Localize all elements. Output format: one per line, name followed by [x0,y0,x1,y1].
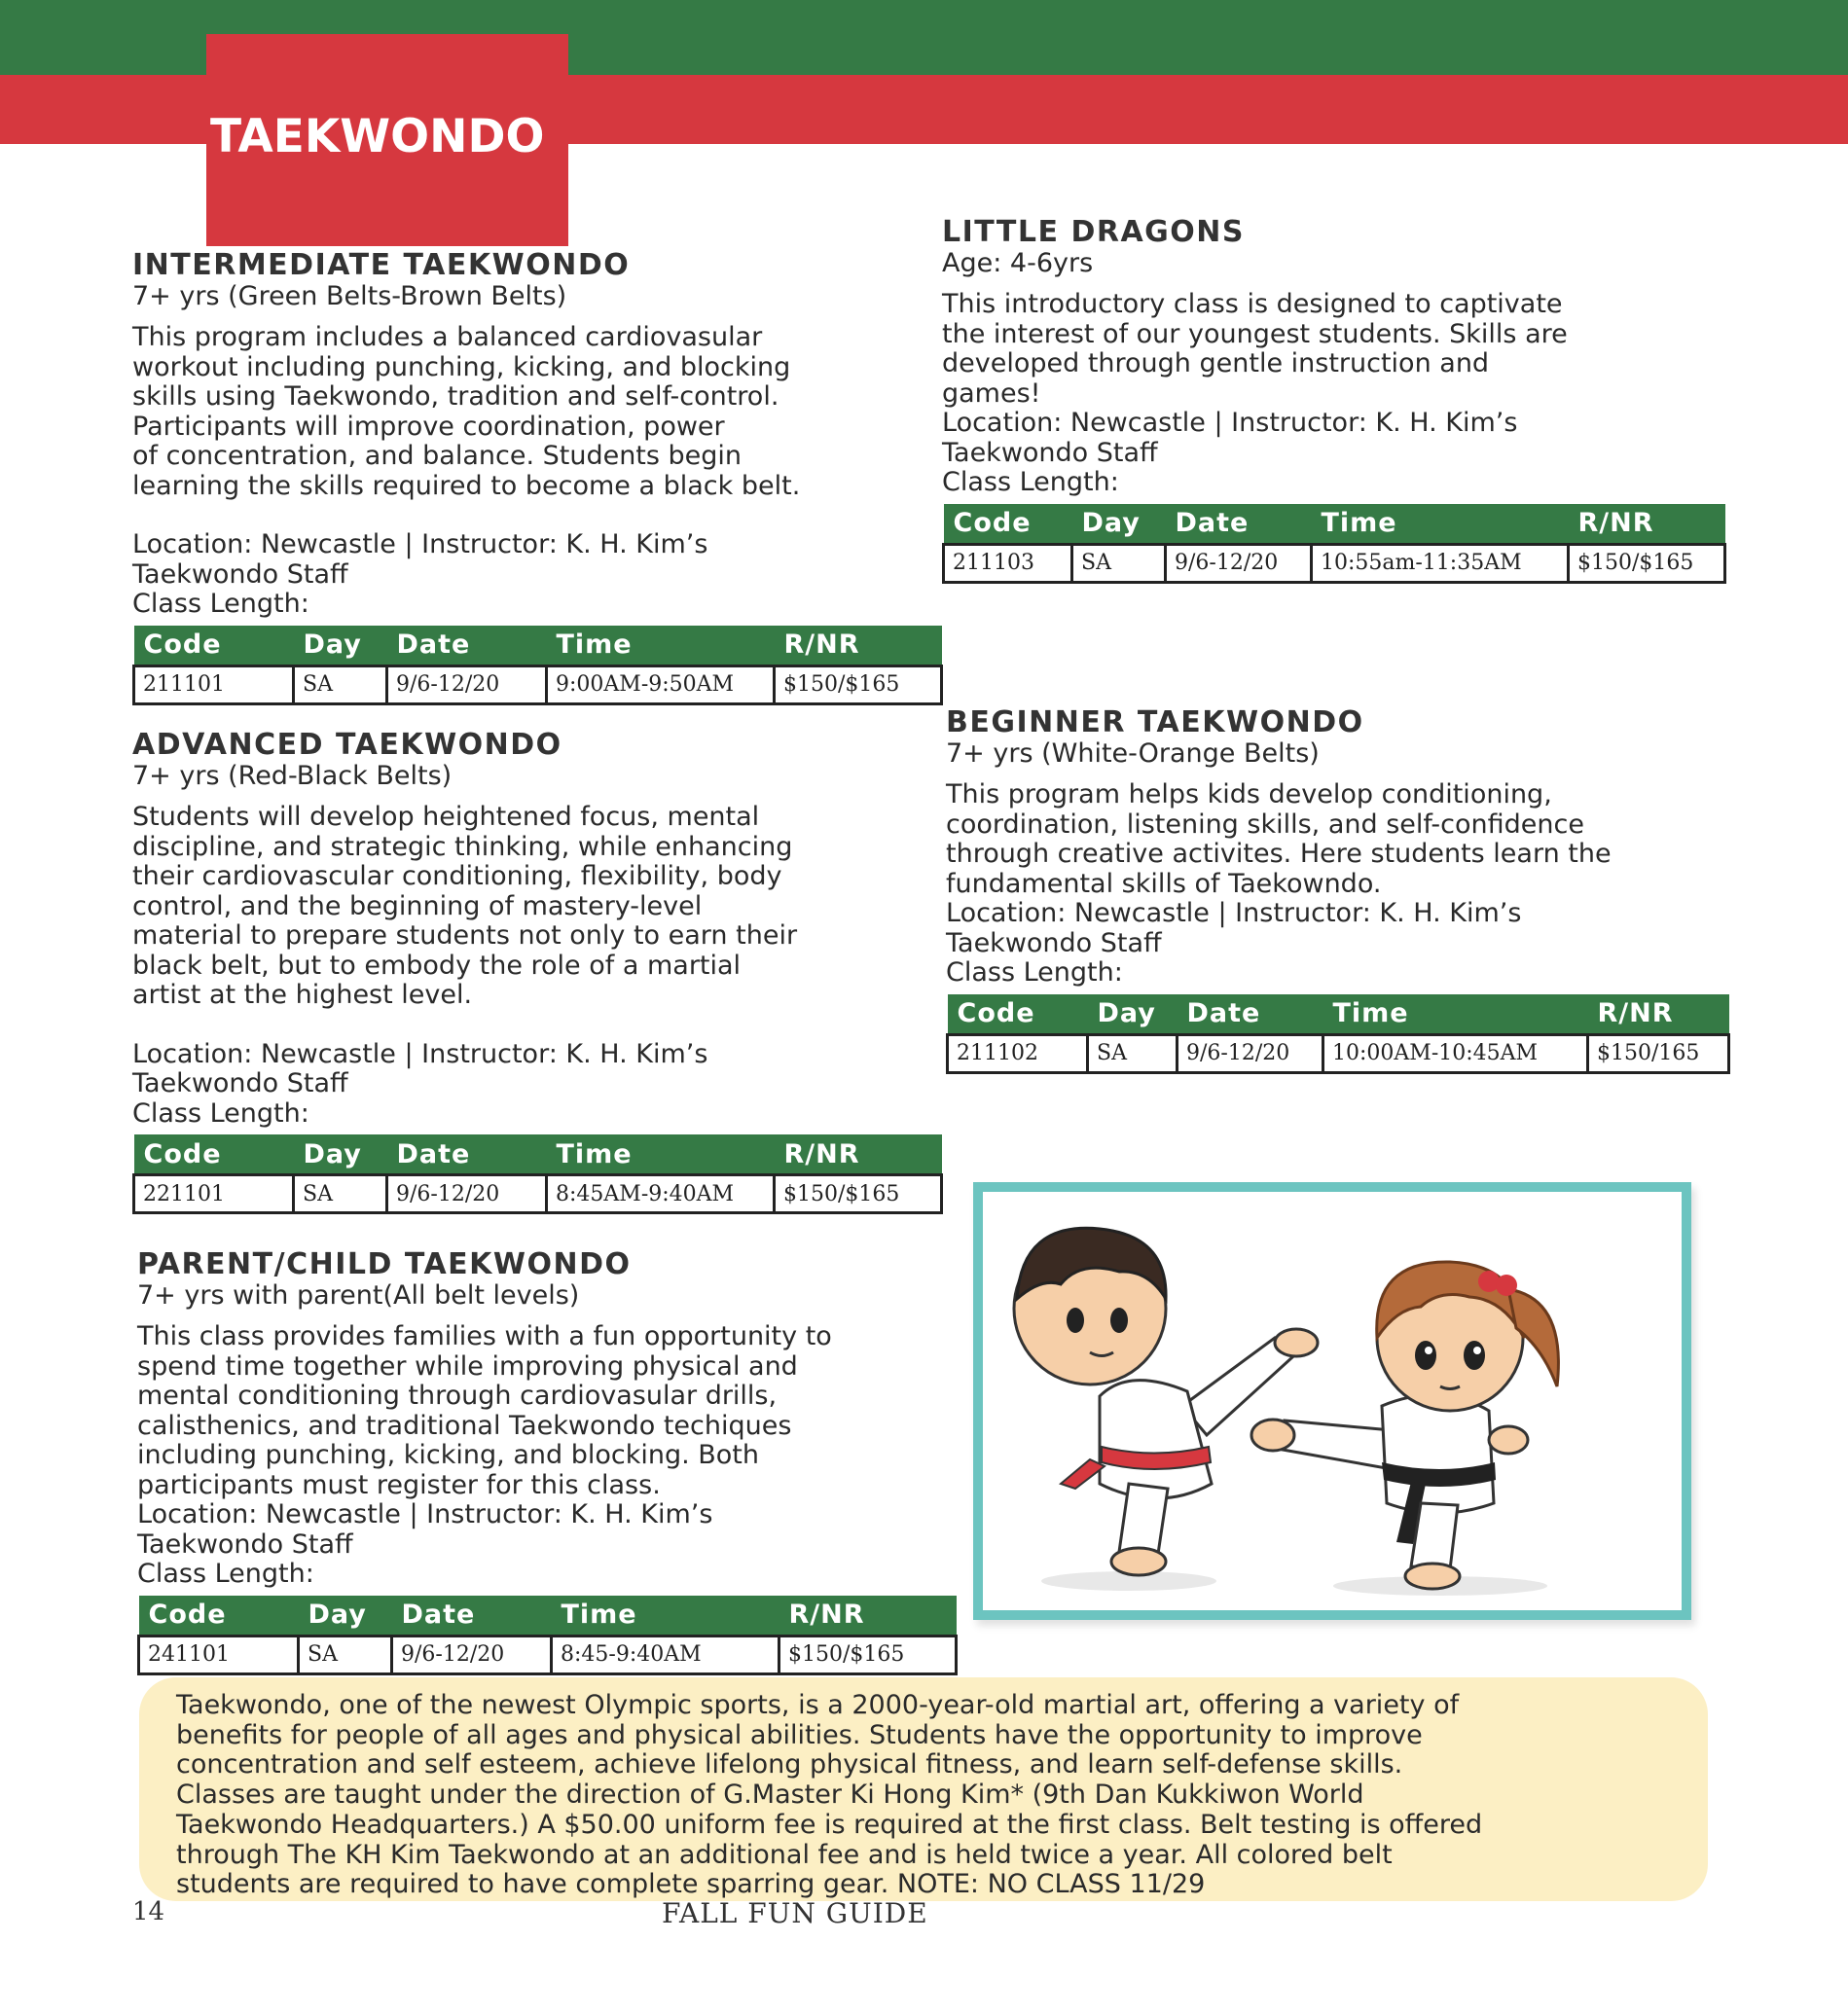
cell-day: SA [294,1175,387,1213]
table-row [139,1636,957,1673]
cell-code: 211102 [948,1034,1088,1072]
header-code: Code [134,626,294,666]
cell-rnr: $150/165 [1588,1034,1729,1072]
section-title: BEGINNER TAEKWONDO [946,705,1364,739]
section-location: Location: Newcastle | Instructor: K. H. Kim’s Taekwondo Staff [132,529,708,590]
cell-date: 9/6-12/20 [1166,544,1312,582]
schedule-table [137,1596,958,1675]
section-age: 7+ yrs (White-Orange Belts) [946,738,1320,769]
header-time: Time [552,1596,779,1636]
section-age: 7+ yrs (Green Belts-Brown Belts) [132,281,567,311]
cell-rnr: $150/$165 [775,1175,942,1213]
header-time: Time [1323,994,1588,1035]
section-class-length: Class Length: [137,1559,314,1589]
header-day: Day [1072,504,1166,545]
page-title: TAEKWONDO [210,110,545,163]
section-little-dragons [942,216,1721,584]
cell-day: SA [1088,1034,1178,1072]
header-rnr: R/NR [1588,994,1729,1035]
section-age: Age: 4-6yrs [942,248,1094,278]
cell-day: SA [294,665,387,703]
header-rnr: R/NR [775,626,942,666]
title-box [206,34,568,246]
schedule-table [942,504,1726,584]
cell-date: 9/6-12/20 [392,1636,552,1673]
header-time: Time [1312,504,1569,545]
cell-day: SA [1072,544,1166,582]
section-description: This program includes a balanced cardiovasular workout including punching, kicking, and blocking skills using Taekwondo, tradition and self-control. Participants will improve coordination, power of concentration, and balance. Students begin learning the skills required to become a black belt. [132,322,801,501]
header-rnr: R/NR [1569,504,1725,545]
table-row [944,544,1725,582]
header-date: Date [387,626,547,666]
schedule-table [946,994,1730,1074]
illustration-frame [973,1182,1691,1620]
section-description: This class provides families with a fun opportunity to spend time together while improving physical and mental conditioning through cardiovasular drills, calisthenics, and traditional Taekwondo techiques including punching, kicking, and blocking. Both participants must register for this class. [137,1321,832,1500]
header-date: Date [387,1134,547,1175]
header-code: Code [948,994,1088,1035]
header-day: Day [1088,994,1178,1035]
header-day: Day [294,1134,387,1175]
section-intermediate [132,249,930,705]
cell-rnr: $150/$165 [1569,544,1725,582]
cell-time: 10:00AM-10:45AM [1323,1034,1588,1072]
header-date: Date [1166,504,1312,545]
header-time: Time [547,1134,775,1175]
cell-time: 8:45AM-9:40AM [547,1175,775,1213]
section-location: Location: Newcastle | Instructor: K. H. Kim’s Taekwondo Staff [942,408,1518,468]
section-class-length: Class Length: [946,957,1123,988]
cell-time: 9:00AM-9:50AM [547,665,775,703]
section-location: Location: Newcastle | Instructor: K. H. Kim’s Taekwondo Staff [132,1038,708,1098]
header-rnr: R/NR [779,1596,957,1636]
header-code: Code [134,1134,294,1175]
schedule-table [132,1134,943,1214]
cell-date: 9/6-12/20 [387,1175,547,1213]
cell-day: SA [299,1636,392,1673]
section-location: Location: Newcastle | Instructor: K. H. Kim’s Taekwondo Staff [946,898,1522,958]
header-code: Code [944,504,1072,545]
header-date: Date [392,1596,552,1636]
section-class-length: Class Length: [132,589,309,619]
header-time: Time [547,626,775,666]
table-row [134,1175,942,1213]
cell-code: 211103 [944,544,1072,582]
cell-rnr: $150/$165 [775,665,942,703]
table-row [948,1034,1729,1072]
section-description: This program helps kids develop conditioning, coordination, listening skills, and self-confidence through creative activites. Here students learn the fundamental skills of Taekowndo. [946,779,1612,899]
section-class-length: Class Length: [132,1097,309,1129]
section-title: LITTLE DRAGONS [942,215,1246,249]
table-row [134,665,942,703]
cell-code: 241101 [139,1636,299,1673]
page-number: 14 [132,1897,165,1926]
cell-rnr: $150/$165 [779,1636,957,1673]
girl-figure-icon [1251,1262,1558,1596]
kids-sparring-illustration-icon [983,1192,1682,1610]
section-description: Students will develop heightened focus, mental discipline, and strategic thinking, while enhancing their cardiovascular conditioning, flexibility, body control, and the beginning of mastery-level material to prepare students not only to earn their black belt, but to embody the role of a martial artist at the highest level. [132,802,798,1010]
boy-figure-icon [1014,1228,1318,1591]
cell-code: 221101 [134,1175,294,1213]
cell-time: 8:45-9:40AM [552,1636,779,1673]
cell-date: 9/6-12/20 [1178,1034,1323,1072]
header-day: Day [294,626,387,666]
header-date: Date [1178,994,1323,1035]
section-advanced [132,729,930,1214]
header-rnr: R/NR [775,1134,942,1175]
cell-time: 10:55am-11:35AM [1312,544,1569,582]
section-title: PARENT/CHILD TAEKWONDO [137,1247,632,1281]
section-age: 7+ yrs with parent(All belt levels) [137,1280,580,1311]
section-description: This introductory class is designed to captivate the interest of our youngest students. Skills are developed through gentle instruction and games! [942,289,1568,409]
section-location: Location: Newcastle | Instructor: K. H. Kim’s Taekwondo Staff [137,1499,713,1560]
header-code: Code [139,1596,299,1636]
cell-date: 9/6-12/20 [387,665,547,703]
footer-title: FALL FUN GUIDE [662,1897,928,1929]
section-title: ADVANCED TAEKWONDO [132,728,562,762]
cell-code: 211101 [134,665,294,703]
section-title: INTERMEDIATE TAEKWONDO [132,248,631,282]
section-parent-child [137,1248,945,1675]
section-beginner [946,706,1724,1074]
info-note: Taekwondo, one of the newest Olympic sports, is a 2000-year-old martial art, offering a variety of benefits for people of all ages and physical abilities. Students have the opportunity to improve concentration and self esteem, achieve lifelong physical fitness, and learn self-defense skills. Classes are taught under the direction of G.Master Ki Hong Kim* (9th Dan Kukkiwon World Taekwondo Headquarters.) A $50.00 uniform fee is required at the first class. Belt testing is offered through The KH Kim Taekwondo at an additional fee and is held twice a year. All colored belt students are required to have complete sparring gear. NOTE: NO CLASS 11/29 [139,1677,1708,1901]
schedule-table [132,626,943,705]
section-age: 7+ yrs (Red-Black Belts) [132,761,453,791]
section-class-length: Class Length: [942,467,1119,497]
header-day: Day [299,1596,392,1636]
